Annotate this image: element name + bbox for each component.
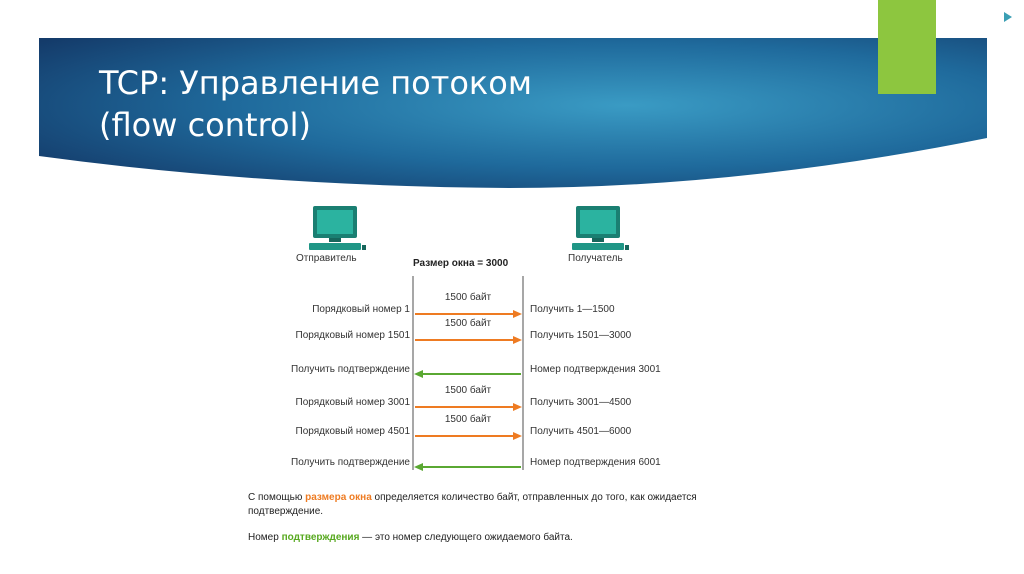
sender-label: Отправитель xyxy=(296,253,357,264)
sender-event-label: Порядковый номер 1501 xyxy=(295,330,410,341)
note2-prefix: Номер xyxy=(248,532,282,543)
send-arrow-head xyxy=(513,432,522,440)
receiver-event-label: Номер подтверждения 3001 xyxy=(530,364,661,375)
window-size-label: Размер окна = 3000 xyxy=(413,258,509,269)
note1-suffix: определяется количество байт, отправленных до того, как ожидается подтверждение. xyxy=(248,492,697,517)
note2-suffix: — это номер следующего ожидаемого байта. xyxy=(359,532,573,543)
sender-event-label: Получить подтверждение xyxy=(291,364,410,375)
send-arrow-head xyxy=(513,336,522,344)
title-line-2: (flow control) xyxy=(99,106,311,144)
title-line-1: TCP: Управление потоком xyxy=(99,64,532,102)
note-acknowledgement xyxy=(248,531,738,545)
receiver-event-label: Получить 1501—3000 xyxy=(530,330,632,341)
note-window-size xyxy=(248,491,738,519)
receiver-label: Получатель xyxy=(568,253,623,264)
ack-arrow-head xyxy=(414,370,423,378)
note1-prefix: С помощью xyxy=(248,492,306,503)
sender-computer-icon xyxy=(307,205,367,255)
receiver-computer-icon xyxy=(570,205,630,255)
receiver-event-label: Получить 4501—6000 xyxy=(530,426,632,437)
segment-size-label: 1500 байт xyxy=(444,318,492,329)
segment-size-label: 1500 байт xyxy=(444,292,492,303)
receiver-event-label: Получить 1—1500 xyxy=(530,304,615,315)
segment-size-label: 1500 байт xyxy=(444,385,492,396)
sender-event-label: Порядковый номер 3001 xyxy=(295,397,410,408)
sender-event-label: Получить подтверждение xyxy=(291,457,410,468)
segment-size-label: 1500 байт xyxy=(444,414,492,425)
receiver-event-label: Получить 3001—4500 xyxy=(530,397,632,408)
note2-highlight: подтверждения xyxy=(281,532,360,543)
receiver-event-label: Номер подтверждения 6001 xyxy=(530,457,661,468)
sender-event-label: Порядковый номер 4501 xyxy=(295,426,410,437)
sender-event-label: Порядковый номер 1 xyxy=(312,304,410,315)
send-arrow-head xyxy=(513,310,522,318)
send-arrow-head xyxy=(513,403,522,411)
notes xyxy=(248,491,738,557)
ack-arrow-head xyxy=(414,463,423,471)
note1-highlight: размера окна xyxy=(305,492,372,503)
